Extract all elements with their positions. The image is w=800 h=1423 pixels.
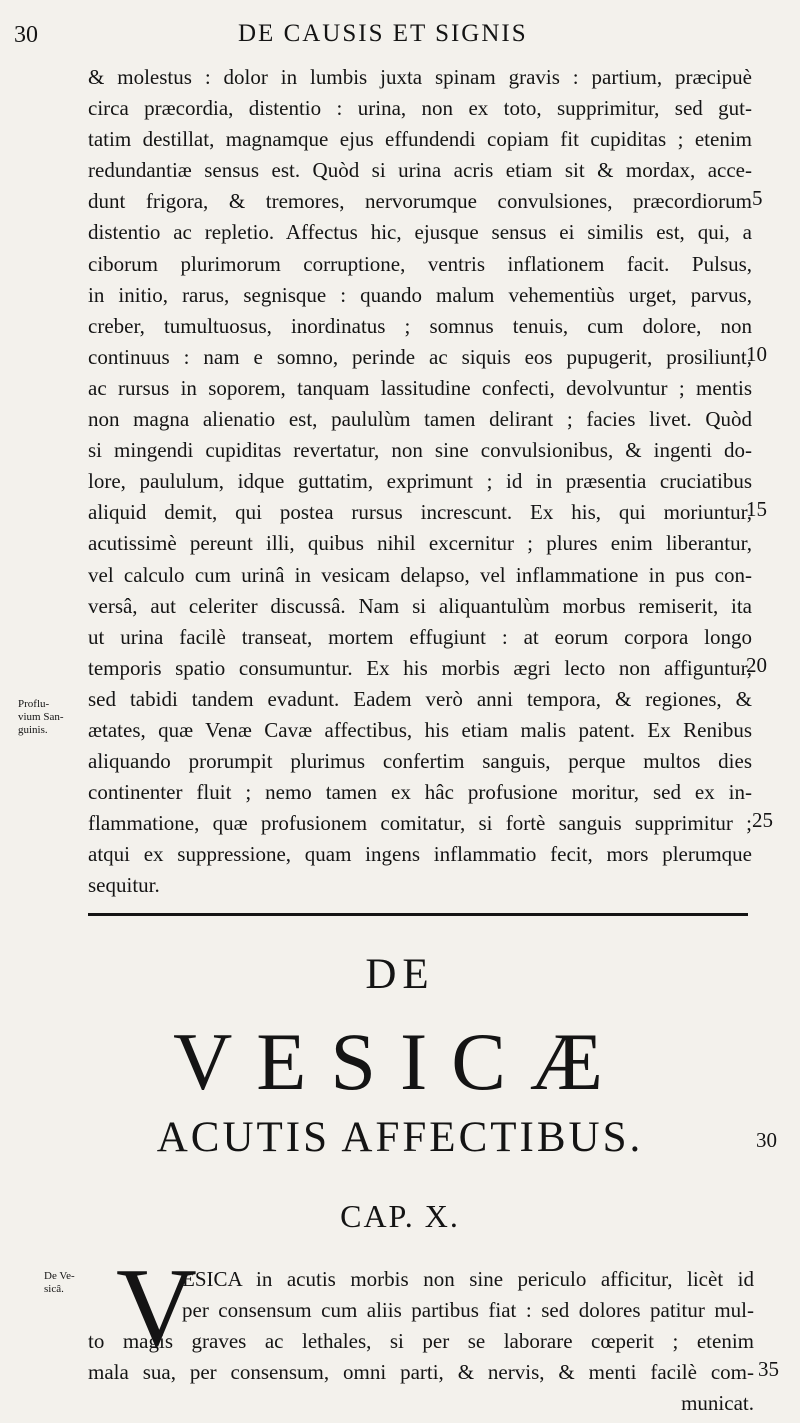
text-line: per consensum cum aliis partibus fiat : sed dolores patitur mul- [182,1298,754,1322]
chapter-body [88,1326,754,1388]
text-line: atqui ex suppressione, quam ingens inflammatio fecit, mors plerumque [88,842,752,867]
margin-note-de-vesica [44,1270,116,1296]
margin-note-line: guinis. [18,724,48,736]
text-line: ut urina facilè transeat, mortem effugiunt : at eorum corpora longo [88,624,752,649]
running-title: DE CAUSIS ET SIGNIS [238,20,528,47]
text-line: continuus : nam e somno, perinde ac siquis eos pupugerit, prosiliunt, [88,344,752,369]
text-line: to magis graves ac lethales, si per se laborare cœperit ; etenim [88,1329,754,1353]
body-paragraph [88,62,752,902]
text-line: redundantiæ sensus est. Quòd si urina acris etiam sit & mordax, acce- [88,158,752,183]
text-line: creber, tumultuosus, inordinatus ; somnus tenuis, cum dolore, non [88,313,752,338]
margin-note-line: De Ve- [44,1270,75,1282]
text-line: dunt frigora, & tremores, nervorumque convulsiones, præcordiorum [88,189,752,214]
line-number: 5 [752,186,763,210]
chapter-number: CAP. X. [340,1198,460,1234]
text-line: mala sua, per consensum, omni parti, & nervis, & menti facilè com- [88,1360,754,1384]
text-line: ciborum plurimorum corruptione, ventris inflationem facit. Pulsus, [88,251,752,276]
chapter-title-de: DE [365,951,435,998]
text-line: aliquando prorumpit plurimus confertim sanguis, perque multos dies [88,749,752,774]
drop-cap: V [116,1246,197,1370]
page-number: 30 [14,22,38,48]
line-number: 10 [746,342,767,366]
text-line: ætates, quæ Venæ Cavæ affectibus, his etiam malis patent. Ex Renibus [88,717,752,742]
text-line: versâ, aut celeriter discussâ. Nam si aliquantulùm morbus remiserit, ita [88,593,752,618]
text-line: vel calculo cum urinâ in vesicam delapso, vel inflammatione in pus con- [88,562,752,587]
line-number: 20 [746,653,767,677]
text-line: lore, paululum, idque guttatim, exprimunt ; id in præsentia cruciatibus [88,469,752,494]
margin-note-line: vium San- [18,711,64,723]
text-line: non magna alienatio est, paululùm tamen delirant ; facies livet. Quòd [88,407,752,432]
text-line: sed tabidi tandem evadunt. Eadem verò anni tempora, & regiones, & [88,686,752,711]
text-line: si mingendi cupiditas revertatur, non sine convulsionibus, & ingenti do- [88,438,752,463]
line-number: 25 [752,808,773,832]
text-line: aliquid demit, qui postea rursus increscunt. Ex his, qui moriuntur, [88,500,752,525]
text-line: circa præcordia, distentio : urina, non ex toto, supprimitur, sed gut- [88,96,752,121]
section-rule [88,913,748,916]
text-line: temporis spatio consumuntur. Ex his morbis ægri lecto non affiguntur, [88,655,752,680]
line-number: 15 [746,497,767,521]
text-line: municat. [681,1391,754,1415]
line-number: 35 [758,1357,779,1381]
text-line: distentio ac repletio. Affectus hic, ejusque sensus ei similis est, qui, a [88,220,752,245]
text-line: acutissimè pereunt illi, quibus nihil excernitur ; plures enim liberantur, [88,531,752,556]
margin-note-line: Proflu- [18,698,50,710]
text-line: ac rursus in soporem, tanquam lassitudine confecti, devolvuntur ; mentis [88,375,752,400]
line-number: 30 [756,1128,777,1152]
text-line: flammatione, quæ profusionem comitatur, si fortè sanguis supprimitur ; [88,811,752,836]
margin-note-profluvium [18,698,90,737]
chapter-opening-lines [182,1264,754,1326]
chapter-subtitle: ACUTIS AFFECTIBUS. [156,1114,644,1161]
text-line: & molestus : dolor in lumbis juxta spinam gravis : partium, præcipuè [88,65,752,89]
margin-note-line: sicâ. [44,1283,64,1295]
text-line: continenter fluit ; nemo tamen ex hâc profusione moritur, sed ex in- [88,780,752,805]
text-line: sequitur. [88,873,160,898]
text-line: ESICA in acutis morbis non sine periculo afficitur, licèt id [182,1267,754,1291]
chapter-title-main: VESICÆ [173,1016,627,1107]
text-line: tatim destillat, magnamque ejus effundendi copiam fit cupiditas ; etenim [88,127,752,152]
text-line: in initio, rarus, segnisque : quando malum vehementiùs urget, parvus, [88,282,752,307]
